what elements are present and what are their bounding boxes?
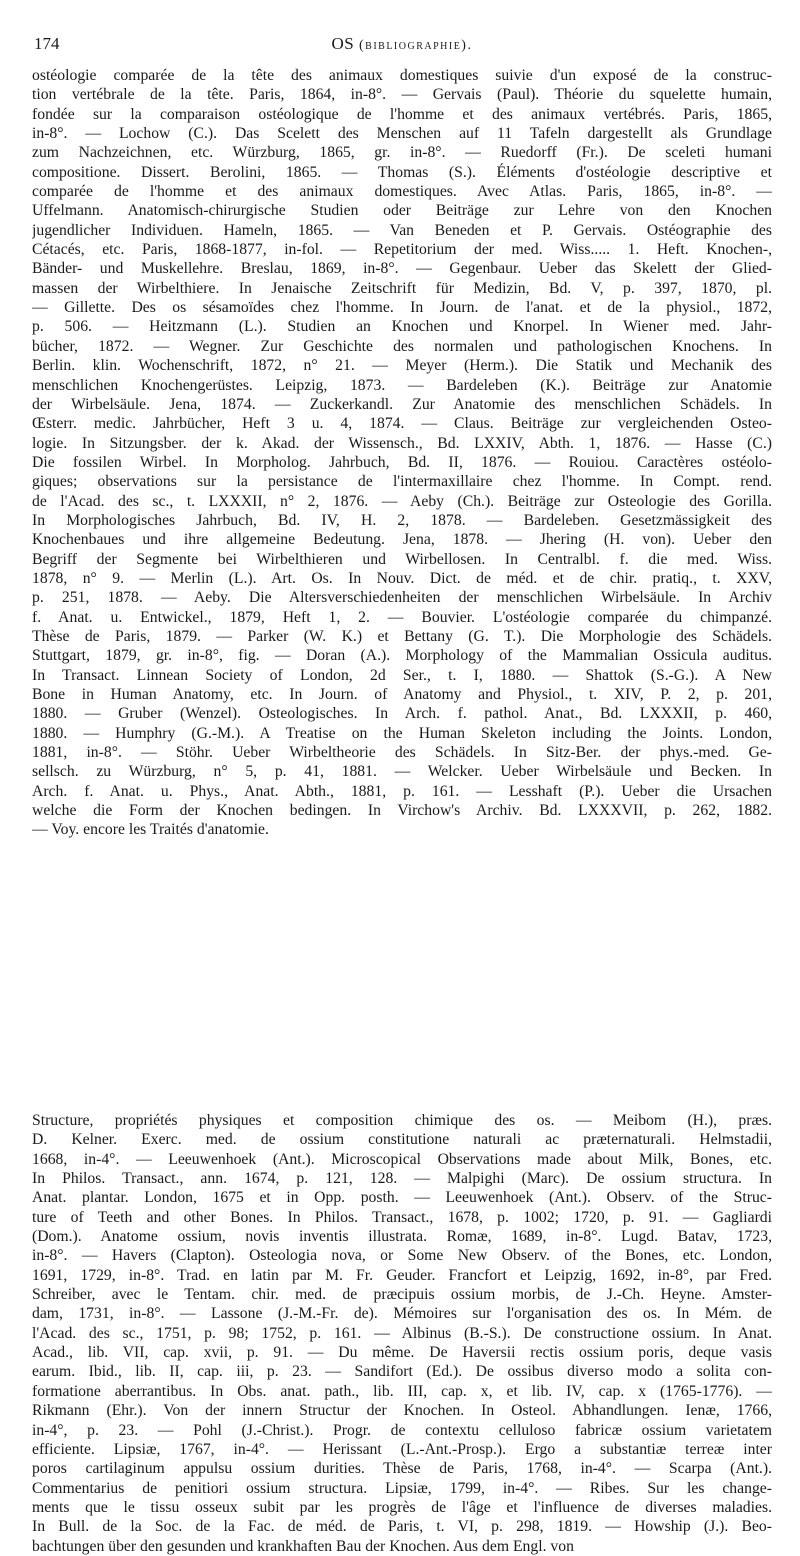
text-line: jugendlicher Individuen. Hameln, 1865. — Van Beneden et P. Gervais. Ostéographie des (32, 221, 772, 239)
text-line: bücher, 1872. — Wegner. Zur Geschichte des normalen und pathologischen Knochens. In (32, 337, 772, 355)
text-line: bachtungen über den gesunden und krankhaften Bau der Knochen. Aus dem Engl. von (32, 1537, 574, 1555)
running-head (34, 34, 770, 54)
text-line: efficiente. Lipsiæ, 1767, in-4°. — Herissant (L.-Ant.-Prosp.). Ergo a substantiæ terreæ inter (32, 1440, 772, 1458)
text-line: D. Kelner. Exerc. med. de ossium constitutione naturali ac præternaturali. Helmstadii, (32, 1131, 772, 1149)
text-line: zum Nachzeichnen, etc. Würzburg, 1865, gr. in-8°. — Ruedorff (Fr.). De sceleti humani (32, 144, 772, 162)
text-line: (Dom.). Anatome ossium, novis inventis illustrata. Romæ, 1689, in-8°. Lugd. Batav, 1723, (32, 1228, 772, 1246)
text-line: poros cartilaginum appulsu ossium durities. Thèse de Paris, 1768, in-4°. — Scarpa (Ant.). (32, 1460, 772, 1478)
text-line: earum. Ibid., lib. II, cap. iii, p. 23. — Sandifort (Ed.). De ossibus diverso modo a solita con- (32, 1363, 772, 1381)
text-line: Structure, propriétés physiques et composition chimique des os. — Meibom (H.), præs. (32, 1112, 772, 1129)
text-line: menschlichen Knochengerüstes. Leipzig, 1873. — Bardeleben (K.). Beiträge zur Anatomie (32, 376, 772, 394)
text-line: Anat. plantar. London, 1675 et in Opp. posth. — Leeuwenhoek (Ant.). Observ. of the Struc- (32, 1189, 772, 1207)
text-line: in-8°. — Havers (Clapton). Osteologia nova, or Some New Observ. of the Bones, etc. London, (32, 1247, 772, 1265)
text-line: Œsterr. medic. Jahrbücher, Heft 3 u. 4, 1874. — Claus. Beiträge zur vergleichenden Osteo- (32, 415, 772, 433)
text-line: Arch. f. Anat. u. Phys., Anat. Abth., 1881, p. 161. — Lesshaft (P.). Ueber die Ursachen (32, 782, 772, 800)
text-line: Acad., lib. VII, cap. xvii, p. 91. — Du même. De Haversii rectis ossium poris, deque vasis (32, 1344, 772, 1362)
text-line: in-4°, p. 23. — Pohl (J.-Christ.). Progr. de contextu celluloso fabricæ ossium varietatem (32, 1421, 772, 1439)
text-line: Stuttgart, 1879, gr. in-8°, fig. — Doran (A.). Morphology of the Mammalian Ossicula auditus. (32, 647, 772, 665)
text-line: p. 506. — Heitzmann (L.). Studien an Knochen und Knorpel. In Wiener med. Jahr- (32, 318, 772, 336)
text-line: Berlin. klin. Wochenschrift, 1872, n° 21. — Meyer (Herm.). Die Statik und Mechanik des (32, 357, 772, 375)
text-line: Schreiber, avec le Tentam. chir. med. de præcipuis ossium morbis, de J.-Ch. Heyne. Amster- (32, 1286, 772, 1304)
text-line: tion vertébrale de la tête. Paris, 1864, in-8°. — Gervais (Paul). Théorie du squelette humain, (32, 86, 772, 104)
text-line: ostéologie comparée de la tête des animaux domestiques suivie d'un exposé de la construc- (32, 67, 772, 84)
text-line: Bone in Human Anatomy, etc. In Journ. of Anatomy and Physiol., t. XIV, P. 2, p. 201, (32, 686, 772, 703)
page-number: 174 (34, 34, 60, 53)
text-line: 1691, 1729, in-8°. Trad. en latin par M. Fr. Geuder. Francfort et Leipzig, 1692, in-8°, par Fred. (32, 1266, 772, 1284)
text-line: Bänder- und Muskellehre. Breslau, 1869, in-8°. — Gegenbaur. Ueber das Skelett der Glied- (32, 260, 772, 278)
text-line: Begriff der Segmente bei Wirbelthieren und Wirbellosen. In Centralbl. f. die med. Wiss. (32, 550, 772, 568)
text-line: formatione aberrantibus. In Obs. anat. path., lib. III, cap. x, et lib. IV, cap. x (1765-1776). — (32, 1382, 772, 1400)
text-line: compositione. Dissert. Berolini, 1865. — Thomas (S.). Éléments d'ostéologie descriptive et (32, 163, 772, 181)
text-line: 1881, in-8°. — Stöhr. Ueber Wirbeltheorie des Schädels. In Sitz-Ber. der phys.-med. Ge- (32, 744, 772, 762)
text-line: In Philos. Transact., ann. 1674, p. 121, 128. — Malpighi (Marc). De ossium structura. In (32, 1170, 772, 1188)
text-line: 1880. — Humphry (G.-M.). A Treatise on the Human Skeleton including the Joints. London, (32, 724, 772, 742)
text-line: f. Anat. u. Entwickel., 1879, Heft 1, 2. — Bouvier. L'ostéologie comparée du chimpanzé. (32, 608, 772, 626)
text-line: sellsch. zu Würzburg, n° 5, p. 41, 1881. — Welcker. Ueber Wirbelsäule und Becken. In (32, 763, 772, 781)
bibliography-section-osteology (32, 66, 772, 840)
text-line: 1668, in-4°. — Leeuwenhoek (Ant.). Microscopical Observations made about Milk, Bones, etc. (32, 1150, 772, 1168)
text-line: p. 251, 1878. — Aeby. Die Altersverschiedenheiten der menschlichen Wirbelsäule. In Archiv (32, 589, 772, 607)
text-line: de l'Acad. des sc., t. LXXXII, n° 2, 1876. — Aeby (Ch.). Beiträge zur Osteologie des Gorilla. (32, 492, 772, 510)
text-line: giques; observations sur la persistance de l'intermaxillaire chez l'homme. In Compt. rend. (32, 473, 772, 491)
text-line: In Bull. de la Soc. de la Fac. de méd. de Paris, t. VI, p. 298, 1819. — Howship (J.). Beo- (32, 1518, 772, 1536)
text-line: 1878, n° 9. — Merlin (L.). Art. Os. In Nouv. Dict. de méd. et de chir. pratiq., t. XXV, (32, 569, 772, 587)
text-line: ments que le tissu osseux subit par les progrès de l'âge et l'influence de diverses maladies. (32, 1498, 772, 1516)
text-line: Commentarius de penitiori ossium structura. Lipsiæ, 1799, in-4°. — Ribes. Sur les change- (32, 1479, 772, 1497)
text-line: logie. In Sitzungsber. der k. Akad. der Wissensch., Bd. LXXIV, Abth. 1, 1876. — Hasse (C.) (32, 434, 772, 452)
text-line: in-8°. — Lochow (C.). Das Scelett des Menschen auf 11 Tafeln dargestellt als Grundlage (32, 125, 772, 143)
text-line: Knochenbaues und ihre allgemeine Bedeutung. Jena, 1878. — Jhering (H. von). Ueber den (32, 531, 772, 549)
text-line: In Morphologisches Jahrbuch, Bd. IV, H. 2, 1878. — Bardeleben. Gesetzmässigkeit des (32, 511, 772, 529)
text-line: In Transact. Linnean Society of London, 2d Ser., t. I, 1880. — Shattok (S.-G.). A New (32, 666, 772, 684)
text-line: 1880. — Gruber (Wenzel). Osteologisches. In Arch. f. pathol. Anat., Bd. LXXXII, p. 460, (32, 705, 772, 723)
text-line: fondée sur la comparaison ostéologique de l'homme et des animaux vertébrés. Paris, 1865, (32, 105, 772, 123)
text-line: welche die Form der Knochen bedingen. In Virchow's Archiv. Bd. LXXXVII, p. 262, 1882. (32, 802, 772, 820)
text-line: — Voy. encore les Traités d'anatomie. (32, 821, 269, 839)
text-line: comparée de l'homme et des animaux domestiques. Avec Atlas. Paris, 1865, in-8°. — (32, 183, 772, 201)
running-head-subtitle: (bibliographie). (358, 38, 473, 53)
bibliography-section-structure (32, 1111, 772, 1556)
text-line: Thèse de Paris, 1879. — Parker (W. K.) et Bettany (G. T.). Die Morphologie des Schädels. (32, 627, 772, 645)
text-line: l'Acad. des sc., 1751, p. 98; 1752, p. 161. — Albinus (B.-S.). De constructione ossium. In Anat. (32, 1324, 772, 1342)
text-line: dam, 1731, in-8°. — Lassone (J.-M.-Fr. de). Mémoires sur l'organisation des os. In Mém. de (32, 1305, 772, 1323)
text-line: ture of Teeth and other Bones. In Philos. Transact., 1678, p. 1002; 1720, p. 91. — Gagliardi (32, 1208, 772, 1226)
text-line: massen der Wirbelthiere. In Jenaische Zeitschrift für Medizin, Bd. V, p. 397, 1870, pl. (32, 279, 772, 297)
text-line: Cétacés, etc. Paris, 1868-1877, in-fol. — Repetitorium der med. Wiss..... 1. Heft. Knochen-, (32, 241, 772, 259)
text-line: der Wirbelsäule. Jena, 1874. — Zuckerkandl. Zur Anatomie des menschlichen Schädels. In (32, 395, 772, 413)
page-header (34, 34, 770, 58)
text-line: Uffelmann. Anatomisch-chirurgische Studien oder Beiträge zur Lehre von den Knochen (32, 202, 772, 220)
text-line: Die fossilen Wirbel. In Morpholog. Jahrbuch, Bd. II, 1876. — Rouiou. Caractères ostéolo- (32, 453, 772, 471)
text-line: Rikmann (Ehr.). Von der innern Structur der Knochen. In Osteol. Abhandlungen. Ienæ, 1766, (32, 1402, 772, 1420)
running-head-title: OS (331, 34, 355, 53)
text-line: — Gillette. Des os sésamoïdes chez l'homme. In Journ. de l'anat. et de la physiol., 1872, (32, 299, 772, 317)
